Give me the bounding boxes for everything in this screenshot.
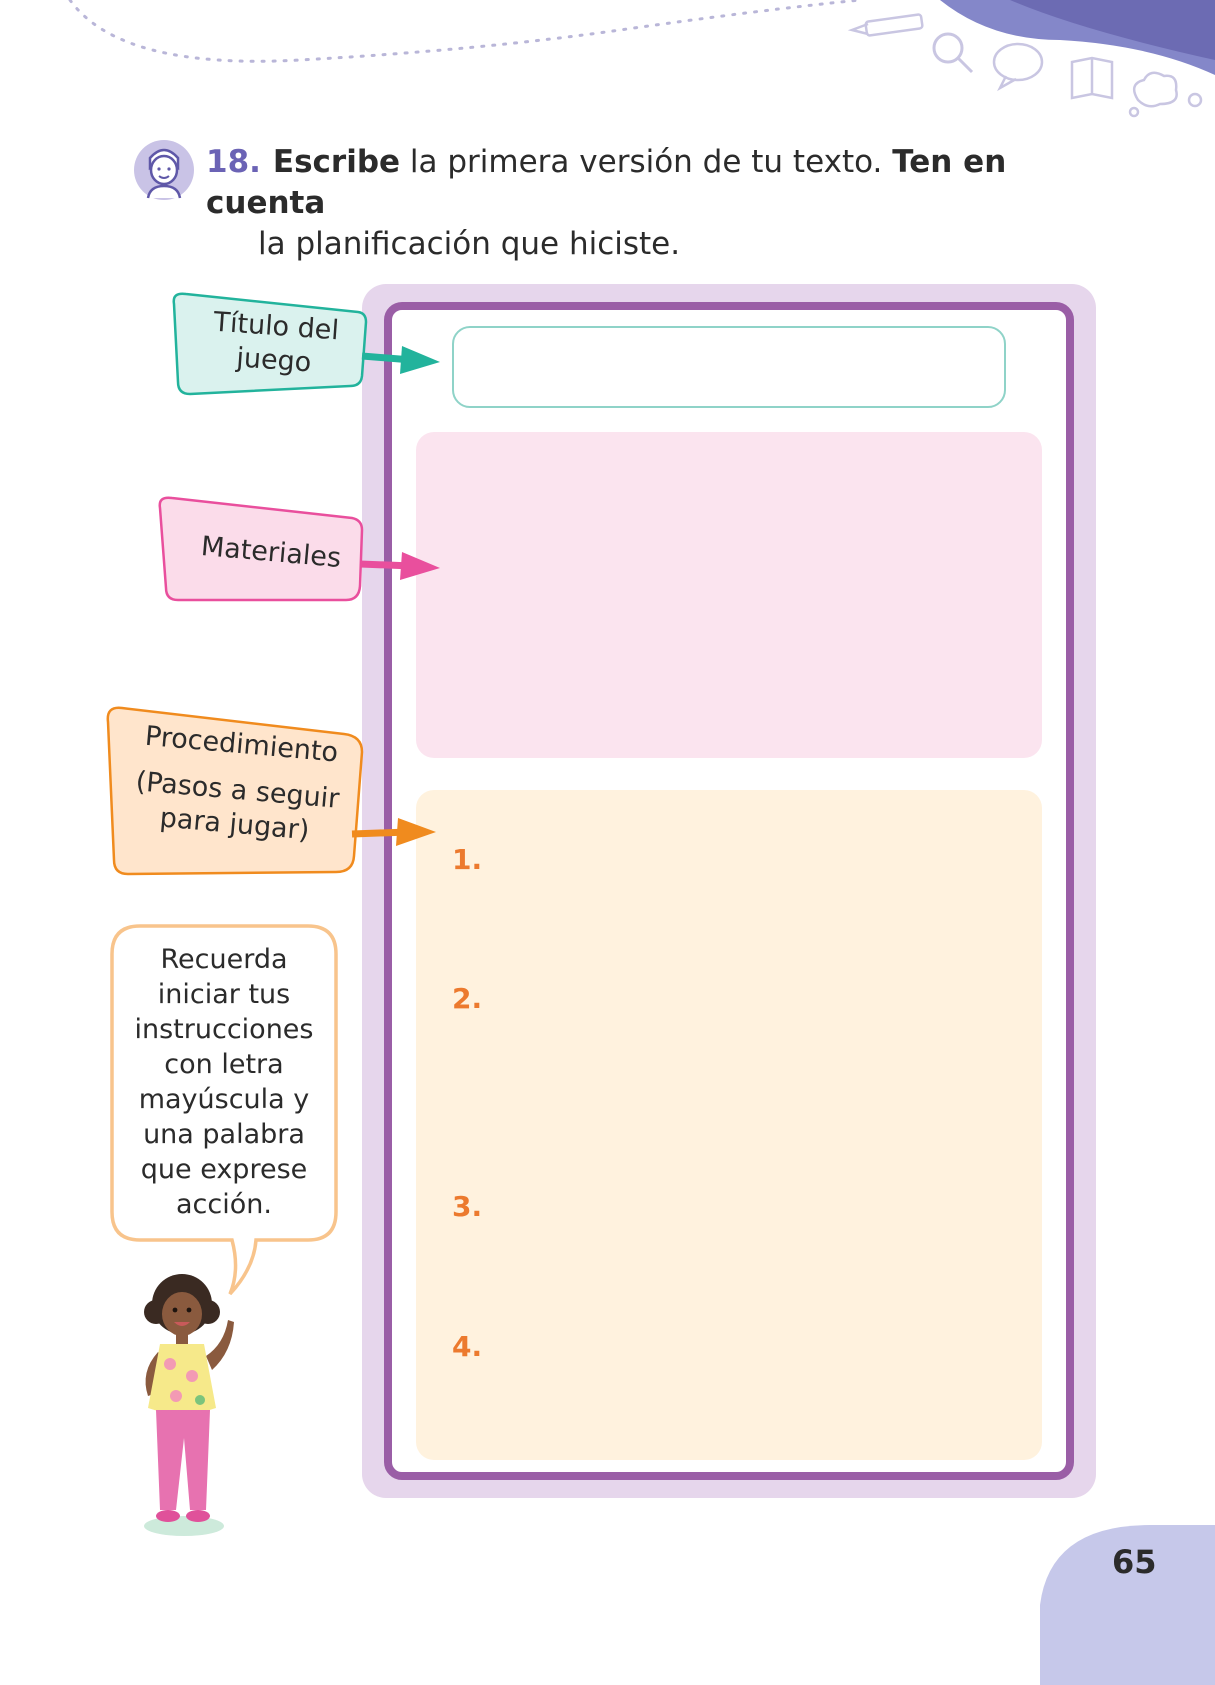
instruction-line-2: la planificación que hiciste. xyxy=(258,226,681,262)
instruction-text-part: la primera versión de tu texto. xyxy=(400,144,893,180)
instruction-bold-phrase: Ten en cuenta xyxy=(206,144,1007,221)
exercise-number: 18. xyxy=(206,144,261,180)
title-label xyxy=(178,303,372,384)
tip-line: una palabra xyxy=(143,1119,305,1150)
tip-line: iniciar tus xyxy=(157,979,291,1010)
instruction-bold-verb: Escribe xyxy=(272,144,401,180)
corner-blob-decoration xyxy=(0,0,1215,130)
step-number-2: 2. xyxy=(452,982,483,1015)
title-arrow-icon xyxy=(400,346,440,374)
tip-line: mayúscula y xyxy=(138,1084,310,1115)
game-title-field[interactable] xyxy=(452,326,1006,408)
procedure-arrow-icon xyxy=(396,818,436,846)
procedure-label xyxy=(113,718,362,852)
tip-line: instrucciones xyxy=(134,1014,314,1045)
procedure-label-line-2: (Pasos a seguir xyxy=(134,766,341,815)
teacher-avatar-icon xyxy=(132,136,196,202)
instruction-text xyxy=(206,142,1126,265)
procedure-label-line-1: Procedimiento xyxy=(143,720,340,769)
girl-illustration xyxy=(118,1260,258,1540)
tip-line: acción. xyxy=(176,1189,272,1220)
materials-field[interactable] xyxy=(416,432,1042,758)
step-number-3: 3. xyxy=(452,1190,483,1223)
step-number-4: 4. xyxy=(452,1330,483,1363)
tip-line: que exprese xyxy=(140,1154,308,1185)
tip-text xyxy=(124,942,324,1222)
materials-label: Materiales xyxy=(199,530,343,575)
title-label-line-2: juego xyxy=(235,342,313,379)
tip-line: con letra xyxy=(164,1049,284,1080)
tip-line: Recuerda xyxy=(160,944,288,975)
step-number-1: 1. xyxy=(452,843,483,876)
procedure-label-line-3: para jugar) xyxy=(158,802,311,847)
procedure-field[interactable] xyxy=(416,790,1042,1460)
materials-arrow-icon xyxy=(400,552,440,580)
page-number: 65 xyxy=(1112,1543,1157,1581)
title-label-line-1: Título del xyxy=(212,306,340,347)
